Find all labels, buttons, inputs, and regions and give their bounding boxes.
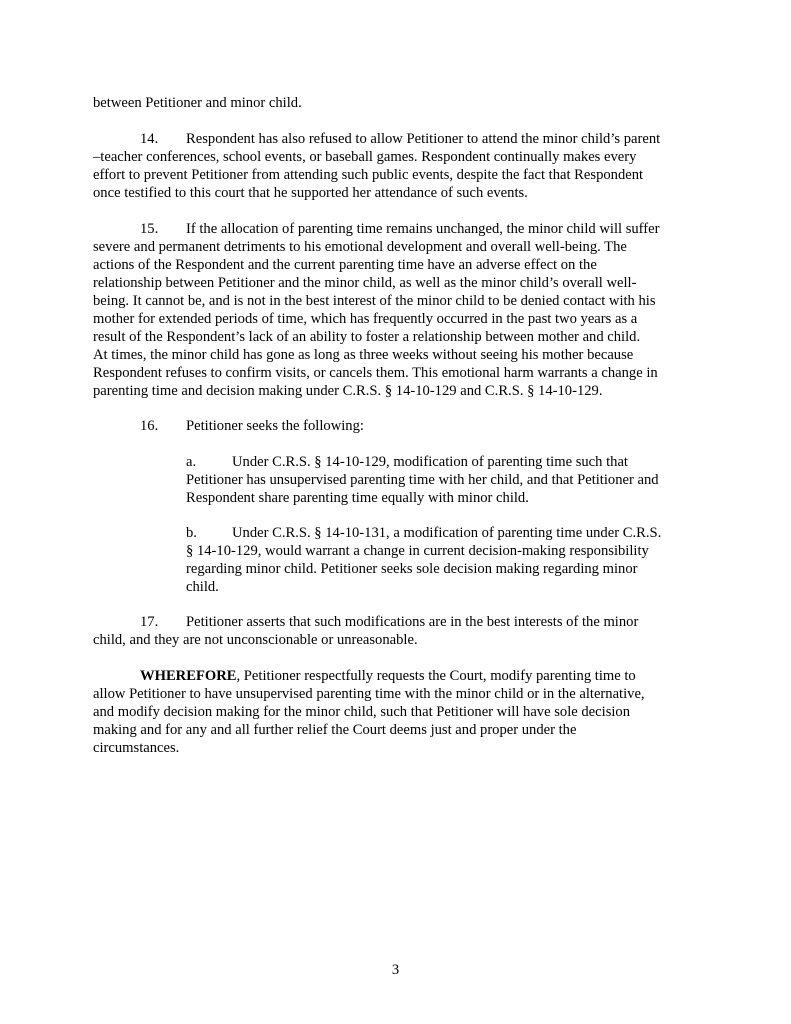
paragraph-15-line: mother for extended periods of time, which has frequently occurred in the past two years as a bbox=[93, 311, 638, 327]
subparagraph-a-text: Under C.R.S. § 14-10-129, modification of parenting time such that bbox=[232, 454, 628, 470]
subparagraph-a-first-line bbox=[186, 453, 628, 471]
paragraph-17-number: 17. bbox=[140, 614, 159, 630]
subparagraph-a-letter: a. bbox=[186, 454, 197, 470]
paragraph-14-line: –teacher conferences, school events, or baseball games. Respondent continually makes every bbox=[93, 149, 637, 165]
wherefore-heading: WHEREFORE bbox=[140, 668, 237, 684]
paragraph-14-number: 14. bbox=[140, 131, 159, 147]
paragraph-15-line: parenting time and decision making under C.R.S. § 14-10-129 and C.R.S. § 14-10-129. bbox=[93, 383, 603, 399]
wherefore-text: , Petitioner respectfully requests the Court, modify parenting time to bbox=[236, 668, 636, 684]
paragraph-15-first-line bbox=[140, 220, 659, 238]
wherefore-line: circumstances. bbox=[93, 740, 180, 756]
subparagraph-b-line: regarding minor child. Petitioner seeks sole decision making regarding minor bbox=[186, 561, 638, 577]
paragraph-15-line: severe and permanent detriments to his emotional development and overall well-being. The bbox=[93, 239, 627, 255]
paragraph-15-line: relationship between Petitioner and the minor child, as well as the minor child’s overall well- bbox=[93, 275, 637, 291]
subparagraph-b-line: § 14-10-129, would warrant a change in current decision-making responsibility bbox=[186, 543, 649, 559]
wherefore-line: making and for any and all further relief the Court deems just and proper under the bbox=[93, 722, 577, 738]
paragraph-14-line: once testified to this court that he supported her attendance of such events. bbox=[93, 185, 528, 201]
paragraph-17-first-line bbox=[140, 613, 638, 631]
paragraph-15-number: 15. bbox=[140, 221, 159, 237]
subparagraph-b-first-line bbox=[186, 524, 661, 542]
paragraph-15-line: actions of the Respondent and the current parenting time have an adverse effect on the bbox=[93, 257, 597, 273]
wherefore-first-line bbox=[140, 667, 636, 685]
paragraph-16-number: 16. bbox=[140, 418, 159, 434]
subparagraph-b-line: child. bbox=[186, 579, 219, 595]
paragraph-15-line: being. It cannot be, and is not in the best interest of the minor child to be denied contact with his bbox=[93, 293, 656, 309]
wherefore-line: allow Petitioner to have unsupervised parenting time with the minor child or in the alternative, bbox=[93, 686, 645, 702]
subparagraph-b-text: Under C.R.S. § 14-10-131, a modification of parenting time under C.R.S. bbox=[232, 525, 662, 541]
paragraph-15-line: At times, the minor child has gone as long as three weeks without seeing his mother because bbox=[93, 347, 634, 363]
paragraph-15-text: If the allocation of parenting time remains unchanged, the minor child will suffer bbox=[186, 221, 660, 237]
paragraph-17-text: Petitioner asserts that such modifications are in the best interests of the minor bbox=[186, 614, 639, 630]
paragraph-15-line: Respondent refuses to confirm visits, or cancels them. This emotional harm warrants a change in bbox=[93, 365, 658, 381]
paragraph-16-first-line bbox=[140, 417, 364, 435]
paragraph-16-text: Petitioner seeks the following: bbox=[186, 418, 364, 434]
wherefore-line: and modify decision making for the minor child, such that Petitioner will have sole decision bbox=[93, 704, 631, 720]
continuation-line: between Petitioner and minor child. bbox=[93, 95, 302, 111]
subparagraph-b-letter: b. bbox=[186, 525, 197, 541]
paragraph-15-line: result of the Respondent’s lack of an ability to foster a relationship between mother and child. bbox=[93, 329, 641, 345]
paragraph-14-first-line bbox=[140, 130, 660, 148]
subparagraph-a-line: Petitioner has unsupervised parenting time with her child, and that Petitioner and bbox=[186, 472, 659, 488]
subparagraph-a-line: Respondent share parenting time equally with minor child. bbox=[186, 490, 529, 506]
paragraph-14-line: effort to prevent Petitioner from attending such public events, despite the fact that Respondent bbox=[93, 167, 644, 183]
paragraph-17-line: child, and they are not unconscionable or unreasonable. bbox=[93, 632, 418, 648]
paragraph-14-text: Respondent has also refused to allow Petitioner to attend the minor child’s parent bbox=[186, 131, 661, 147]
page-number: 3 bbox=[391, 962, 400, 978]
